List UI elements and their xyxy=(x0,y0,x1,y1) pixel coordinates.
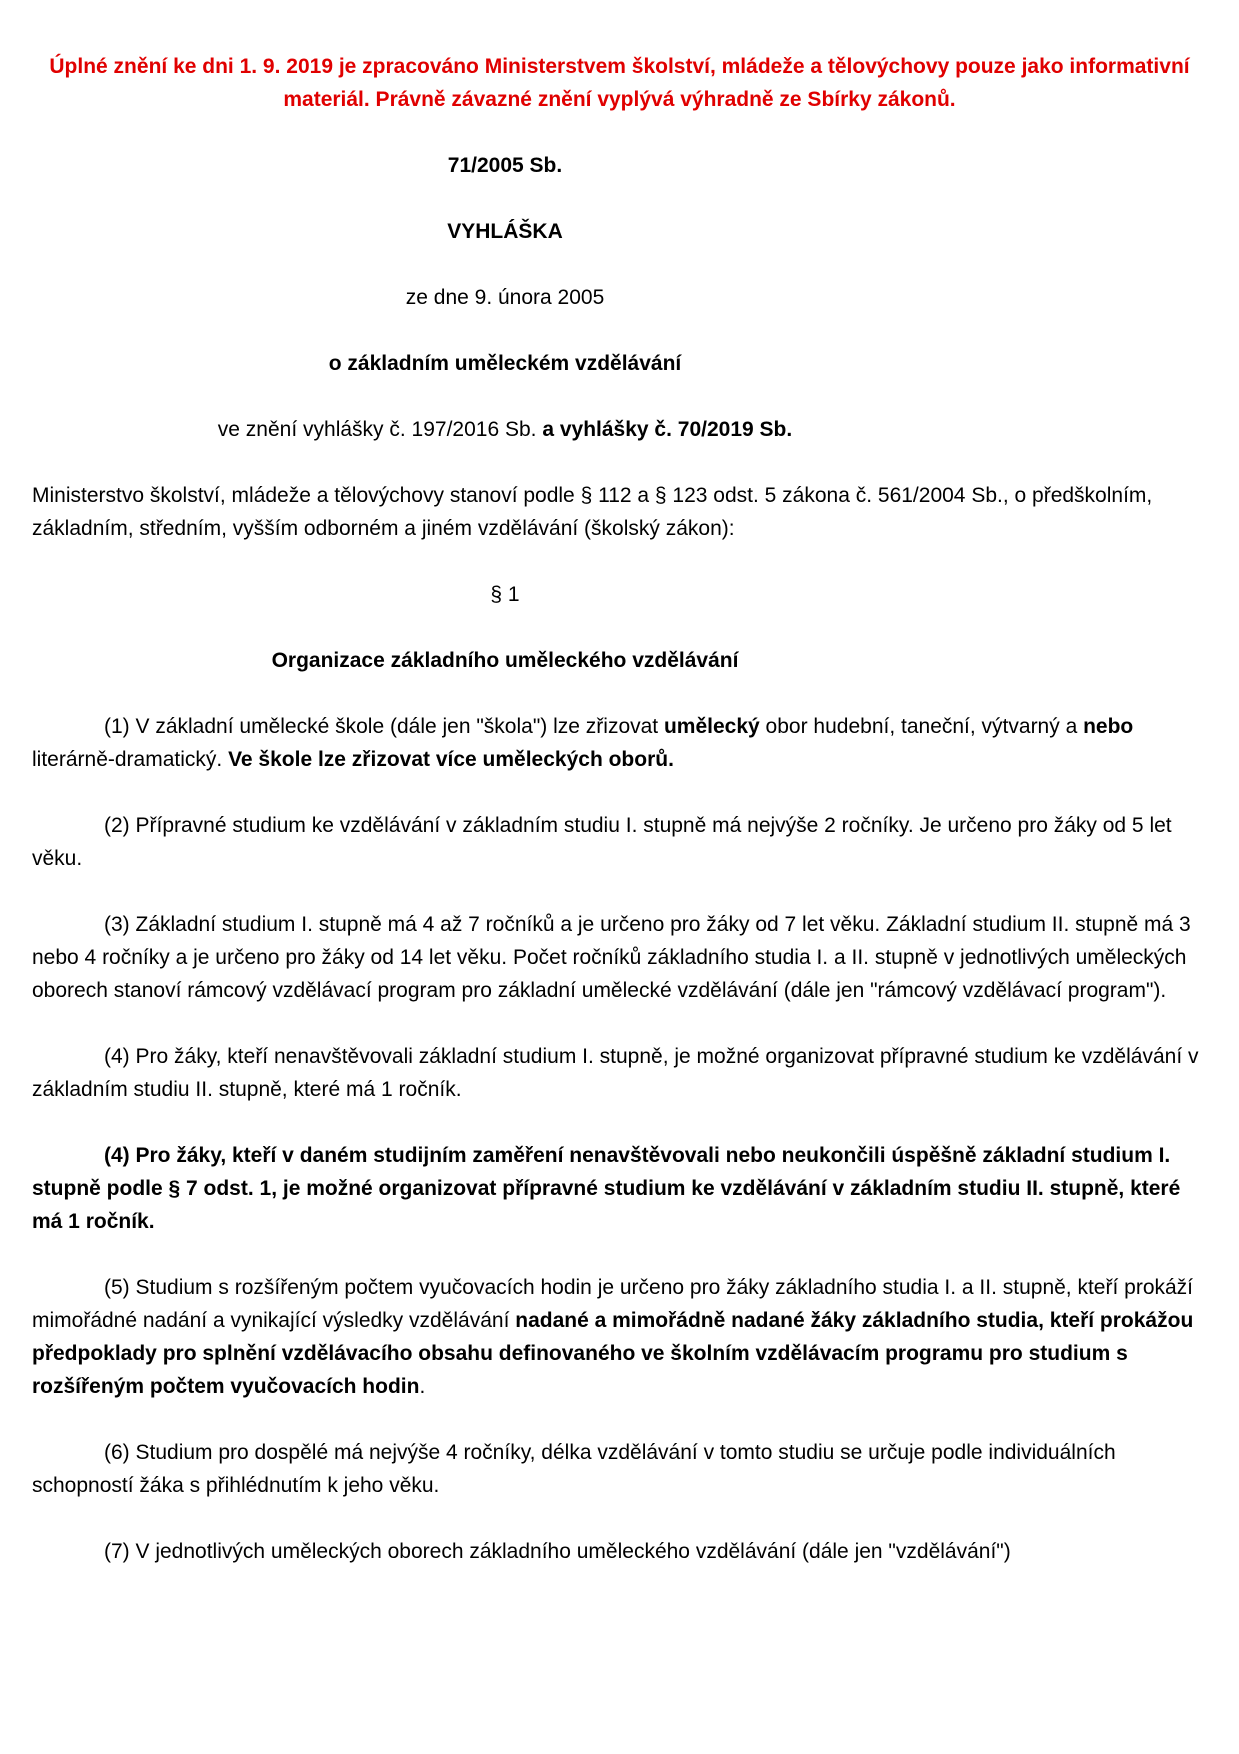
law-paragraph xyxy=(32,1139,1207,1238)
text-run: (1) V základní umělecké škole (dále jen "škola") lze zřizovat xyxy=(104,715,664,738)
law-paragraph xyxy=(32,1040,1207,1106)
amended-text-run: (4) Pro žáky, kteří v daném studijním zaměření nenavštěvovali nebo neukončili úspěšně základní studium I. stupně podle § 7 odst. 1, je možné organizovat přípravné studium ke vzdělávání v základním studiu II. stupně, které má 1 ročník. xyxy=(32,1144,1181,1233)
paragraphs-container xyxy=(32,710,1207,1568)
law-paragraph xyxy=(32,809,1207,875)
section-title: Organizace základního uměleckého vzdělávání xyxy=(271,649,739,672)
text-run: (3) Základní studium I. stupně má 4 až 7 ročníků a je určeno pro žáky od 7 let věku. Základní studium II. stupně má 3 nebo 4 ročníky a je určeno pro žáky od 14 let věku. Počet ročníků základního studia I. a II. stupně v jednotlivých uměleckých oborech stanoví rámcový vzdělávací program pro základní umělecké vzdělávání (dále jen "rámcový vzdělávací program"). xyxy=(32,913,1191,1002)
preamble: Ministerstvo školství, mládeže a tělovýchovy stanoví podle § 112 a § 123 odst. 5 zákona č. 561/2004 Sb., o předškolním, základním, středním, vyšším odborném a jiném vzdělávání (školský zákon): xyxy=(32,484,1153,540)
amendment-bold-text: a vyhlášky č. 70/2019 Sb. xyxy=(542,418,793,441)
text-run: (7) V jednotlivých uměleckých oborech základního uměleckého vzdělávání (dále jen "vzdělávání") xyxy=(104,1540,1011,1563)
law-paragraph xyxy=(32,1271,1207,1403)
amended-text-run: nadané a mimořádně nadané žáky základního studia, kteří prokážou předpoklady pro splnění vzdělávacího obsahu definovaného ve školním vzdělávacím programu pro studium s rozšířeným počtem vyučovacích hodin xyxy=(32,1309,1194,1398)
law-paragraph xyxy=(32,710,1207,776)
legal-notice: Úplné znění ke dni 1. 9. 2019 je zpracováno Ministerstvem školství, mládeže a tělovýchovy pouze jako informativní materiál. Právně závazné znění vyplývá výhradně ze Sbírky zákonů. xyxy=(49,55,1190,111)
subject-line: o základním uměleckém vzdělávání xyxy=(328,352,682,375)
law-number: 71/2005 Sb. xyxy=(447,154,563,177)
doc-type-heading: VYHLÁŠKA xyxy=(447,220,563,243)
text-run: . xyxy=(419,1375,426,1398)
text-run: obor hudební, taneční, výtvarný a xyxy=(759,715,1084,738)
text-run: (4) Pro žáky, kteří nenavštěvovali základní studium I. stupně, je možné organizovat přípravné studium ke vzdělávání v základním studiu II. stupně, které má 1 ročník. xyxy=(32,1045,1199,1101)
section-number: § 1 xyxy=(490,583,520,606)
amendments-line xyxy=(32,413,978,446)
amended-text-run: nebo xyxy=(1083,715,1134,738)
law-paragraph xyxy=(32,1436,1207,1502)
law-paragraph xyxy=(32,1535,1207,1568)
date-line: ze dne 9. února 2005 xyxy=(405,286,605,309)
text-run: (6) Studium pro dospělé má nejvýše 4 ročníky, délka vzdělávání v tomto studiu se určuje podle individuálních schopností žáka s přihlédnutím k jeho věku. xyxy=(32,1441,1116,1497)
amended-text-run: umělecký xyxy=(663,715,760,738)
amended-text-run: Ve škole lze zřizovat více uměleckých oborů. xyxy=(228,748,674,771)
text-run: literárně-dramatický. xyxy=(32,748,229,771)
text-run: (2) Přípravné studium ke vzdělávání v základním studiu I. stupně má nejvýše 2 ročníky. Je určeno pro žáky od 5 let věku. xyxy=(32,814,1172,870)
amendment-regular-text: ve znění vyhlášky č. 197/2016 Sb. xyxy=(217,418,543,441)
text-run: (5) Studium s rozšířeným počtem vyučovacích hodin je určeno pro žáky základního studia I. a II. stupně, kteří prokáží mimořádné nadání a vynikající výsledky vzdělávání xyxy=(32,1276,1194,1332)
law-paragraph xyxy=(32,908,1207,1007)
